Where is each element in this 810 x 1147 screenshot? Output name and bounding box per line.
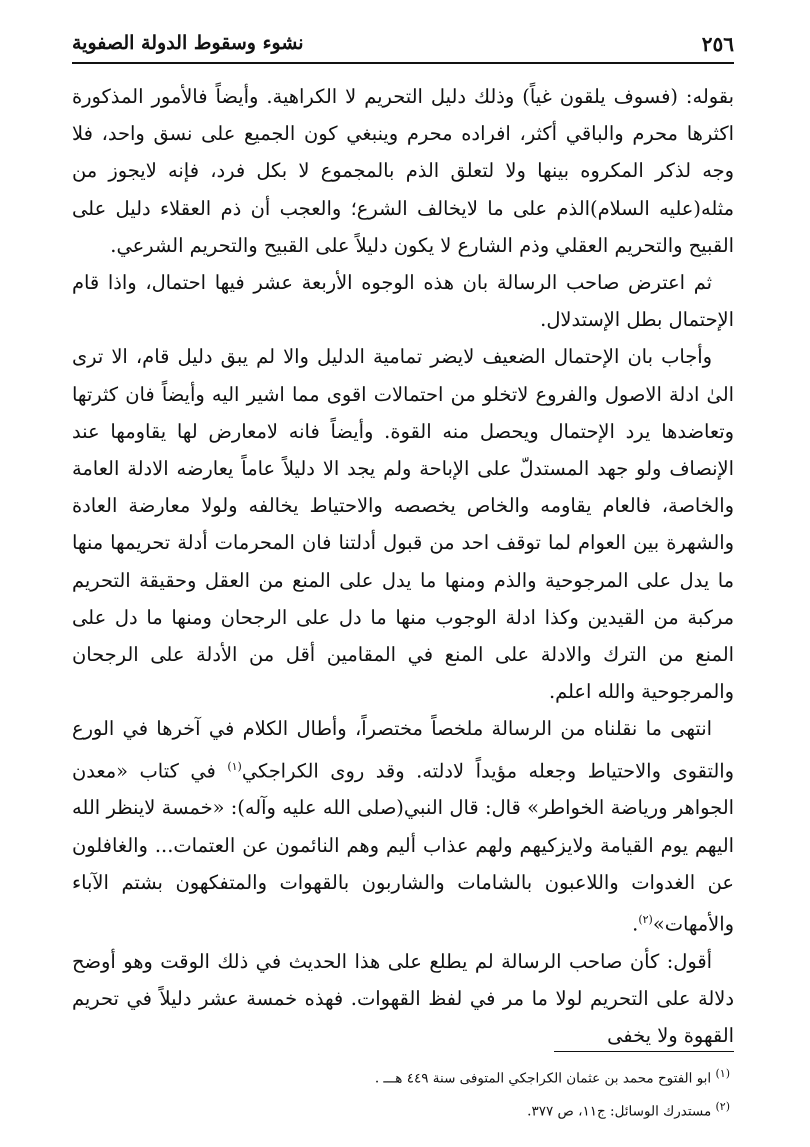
paragraph-text: انتهى ما نقلناه من الرسالة ملخصاً مختصراً، وأطال الكلام في آخرها في الورع والتقوى والاحتياط وجعله مؤيداً لادلته. وقد روى الكراجكي — [72, 717, 734, 783]
footnotes — [72, 1051, 734, 1125]
page-header — [72, 28, 734, 64]
paragraph-text: في كتاب «معدن الجواهر ورياضة الخواطر» قال: قال النبي(صلى الله عليه وآله): «خمسة لاينظر الله اليهم يوم القيامة ولايزكيهم ولهم عذاب أليم وهم النائمون عن العتمات... والغافلون عن الغدوات واللاعبون بالشامات والشاربون بالقهوات والمتفكهون بشتم الآباء والأمهات» — [72, 759, 734, 936]
footnote-text: ابو الفتوح محمد بن عثمان الكراجكي المتوفى سنة ٤٤٩ هـــ . — [374, 1070, 712, 1087]
paragraph: ثم اعترض صاحب الرسالة بان هذه الوجوه الأربعة عشر فيها احتمال، واذا قام الإحتمال بطل الإستدلال. — [72, 271, 734, 332]
running-title: نشوء وسقوط الدولة الصفوية — [72, 32, 304, 54]
paragraph: وأجاب بان الإحتمال الضعيف لايضر تمامية الدليل والا لم يبق دليل قام، الا ترى الىٰ ادلة الاصول والفروع لاتخلو من احتمالات اقوى مما اشير اليه وأيضاً فان كثرتها وتعاضدها يرد الإحتمال ويحصل منه القوة. وأيضاً فانه لامعارض لها يقاومها عند الإنصاف ولو جهد المستدلّ على الإباحة ولم يجد الا دليلاً عاماً يعارضه الادلة العامة والخاصة، فالعام يقاومه والخاص يخصصه والاحتياط يخالفه ولولا معارضة العادة والشهرة بين العوام لما توقف احد من قبول أدلتنا فان المحرمات أدلة تحريمها منها ما يدل على المرجوحية والذم ومنها ما يدل على المنع من العقل وحقيقة التحريم مركبة من القيدين وكذا ادلة الوجوب منها ما دل على الرجحان ومنها ما دل على المنع من الترك والادلة على المنع في المقامين أقل من الأدلة على الرجحان والمرجوحية والله اعلم. — [72, 345, 734, 704]
book-page — [72, 28, 734, 1118]
page-body — [72, 78, 734, 1054]
footnote-text: مستدرك الوسائل: ج١١، ص ٣٧٧. — [527, 1103, 712, 1119]
footnote — [72, 1093, 730, 1126]
footnote-reference: (١) — [227, 759, 242, 773]
footnote-reference: (٢) — [638, 912, 653, 926]
footnote-divider — [554, 1051, 734, 1052]
page-number: ٢٥٦ — [701, 32, 734, 56]
paragraph: أقول: كأن صاحب الرسالة لم يطلع على هذا الحديث في ذلك الوقت وهو أوضح دلالة على التحريم لولا ما مر في لفظ القهوات. فهذه خمسة عشر دليلاً في تحريم القهوة ولا يخفى — [72, 949, 734, 1048]
footnote — [72, 1060, 730, 1093]
paragraph: بقوله: (فسوف يلقون غياً) وذلك دليل التحريم لا الكراهية. وأيضاً فالأمور المذكورة اكثرها محرم والباقي أكثر، افراده محرم وينبغي كون الجميع على نسق واحد، فلا وجه لذكر المكروه بينها ولا لتعلق الذم بالمجموع لا بكل فرد، فإنه لايجوز من مثله(عليه السلام)الذم على ما لايخالف الشرع؛ والعجب أن ذم العقلاء دليل على القبيح والتحريم العقلي وذم الشارع لا يكون دليلاً على القبيح والتحريم الشرعي. — [72, 85, 734, 257]
paragraph-text: . — [632, 912, 639, 936]
paragraph-with-footnotes — [72, 710, 734, 942]
footnote-mark: (٢) — [715, 1099, 730, 1113]
footnote-mark: (١) — [715, 1067, 730, 1080]
